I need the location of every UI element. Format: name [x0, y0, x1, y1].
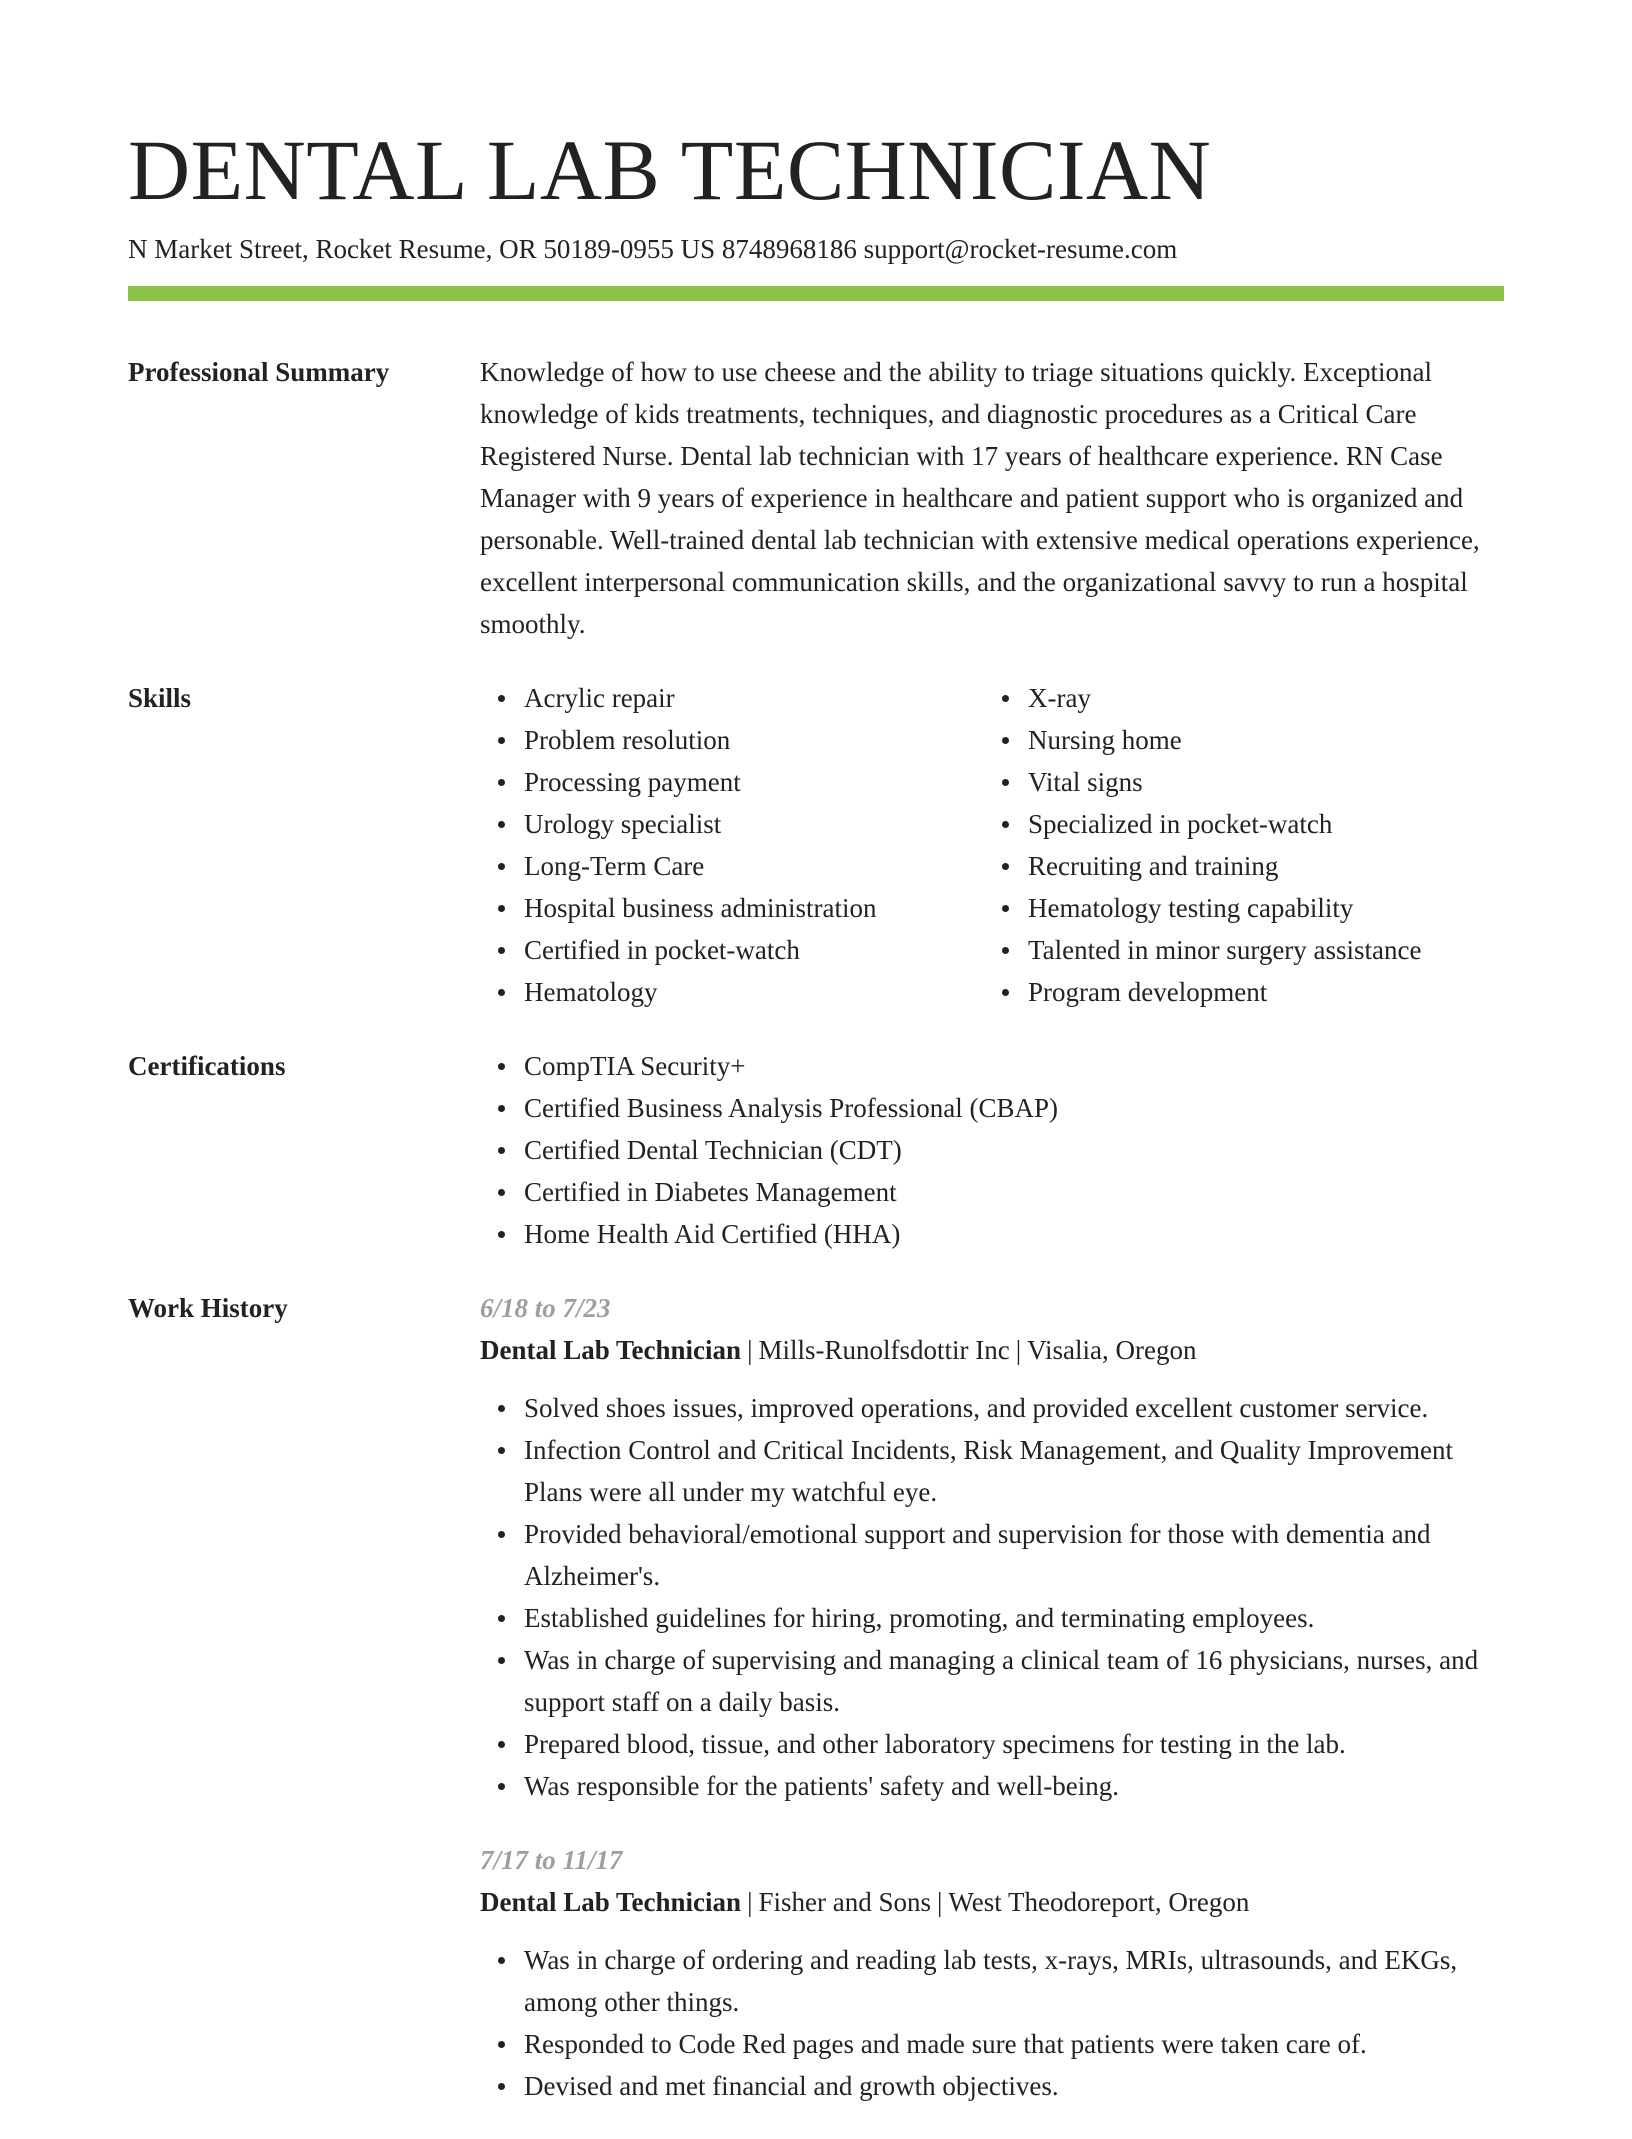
skill-item: Certified in pocket-watch — [524, 929, 984, 971]
job-location: West Theodoreport, Oregon — [948, 1887, 1250, 1917]
job-duty: Responded to Code Red pages and made sure that patients were taken care of. — [524, 2023, 1504, 2065]
job-title-line — [480, 1329, 1504, 1371]
job-duty: Provided behavioral/emotional support and supervision for those with dementia and Alzheimer's. — [524, 1513, 1504, 1597]
job-duty: Infection Control and Critical Incidents, Risk Management, and Quality Improvement Plans were all under my watchful eye. — [524, 1429, 1504, 1513]
job-duties-list — [480, 1939, 1504, 2107]
job-duty: Was in charge of supervising and managing a clinical team of 16 physicians, nurses, and support staff on a daily basis. — [524, 1639, 1504, 1723]
job-duty: Was responsible for the patients' safety and well-being. — [524, 1765, 1504, 1807]
skills-body — [480, 677, 1504, 1013]
skill-item: Problem resolution — [524, 719, 984, 761]
skill-item: Urology specialist — [524, 803, 984, 845]
job-title: Dental Lab Technician — [480, 1335, 742, 1365]
job-location: Visalia, Oregon — [1027, 1335, 1197, 1365]
skill-item: Long-Term Care — [524, 845, 984, 887]
summary-body — [480, 351, 1504, 645]
skill-item: Hematology testing capability — [1028, 887, 1488, 929]
certification-item: Home Health Aid Certified (HHA) — [524, 1213, 1504, 1255]
skill-item: Specialized in pocket-watch — [1028, 803, 1488, 845]
skill-item: Vital signs — [1028, 761, 1488, 803]
job-company: Fisher and Sons — [758, 1887, 931, 1917]
separator: | — [936, 1887, 943, 1917]
job-duty: Prepared blood, tissue, and other laboratory specimens for testing in the lab. — [524, 1723, 1504, 1765]
job-dates: 6/18 to 7/23 — [480, 1293, 611, 1323]
certification-item: Certified in Diabetes Management — [524, 1171, 1504, 1213]
certification-item: Certified Business Analysis Professional (CBAP) — [524, 1087, 1504, 1129]
skills-column-right — [984, 677, 1488, 1013]
skill-item: Program development — [1028, 971, 1488, 1013]
skills-section — [128, 677, 1504, 1013]
skills-list-right — [984, 677, 1488, 1013]
work-history-body — [480, 1287, 1504, 2139]
skill-item: Hematology — [524, 971, 984, 1013]
job-duty: Established guidelines for hiring, promoting, and terminating employees. — [524, 1597, 1504, 1639]
job-entry — [480, 1839, 1504, 2107]
summary-section — [128, 351, 1504, 645]
resume-title: DENTAL LAB TECHNICIAN — [128, 122, 1212, 218]
skill-item: Acrylic repair — [524, 677, 984, 719]
summary-heading: Professional Summary — [128, 357, 390, 387]
work-history-section — [128, 1287, 1504, 2139]
job-duties-list — [480, 1387, 1504, 1807]
certifications-body — [480, 1045, 1504, 1255]
skills-heading: Skills — [128, 683, 192, 713]
skill-item: Recruiting and training — [1028, 845, 1488, 887]
separator: | — [747, 1887, 753, 1917]
skill-item: Hospital business administration — [524, 887, 984, 929]
job-company: Mills-Runolfsdottir Inc — [758, 1335, 1010, 1365]
certification-item: CompTIA Security+ — [524, 1045, 1504, 1087]
separator: | — [747, 1335, 753, 1365]
skills-list-left — [480, 677, 984, 1013]
job-entry — [480, 1287, 1504, 1807]
separator: | — [1015, 1335, 1022, 1365]
header-divider — [128, 286, 1504, 301]
skill-item: Processing payment — [524, 761, 984, 803]
certification-item: Certified Dental Technician (CDT) — [524, 1129, 1504, 1171]
job-duty: Was in charge of ordering and reading lab tests, x-rays, MRIs, ultrasounds, and EKGs, among other things. — [524, 1939, 1504, 2023]
contact-line: N Market Street, Rocket Resume, OR 50189-0955 US 8748968186 support@rocket-resume.com — [128, 234, 1178, 264]
job-duty: Solved shoes issues, improved operations, and provided excellent customer service. — [524, 1387, 1504, 1429]
summary-text: Knowledge of how to use cheese and the ability to triage situations quickly. Exceptional knowledge of kids treatments, techniques, and diagnostic procedures as a Critical Care Registered Nurse. Dental lab technician with 17 years of healthcare experience. RN Case Manager with 9 years of experience in healthcare and patient support who is organized and personable. Well-trained dental lab technician with extensive medical operations experience, excellent interpersonal communication skills, and the organizational savvy to run a hospital smoothly. — [480, 357, 1480, 639]
job-title-line — [480, 1881, 1504, 1923]
certifications-list — [480, 1045, 1504, 1255]
skill-item: Nursing home — [1028, 719, 1488, 761]
skill-item: X-ray — [1028, 677, 1488, 719]
work-history-heading: Work History — [128, 1293, 288, 1323]
skill-item: Talented in minor surgery assistance — [1028, 929, 1488, 971]
certifications-section — [128, 1045, 1504, 1255]
job-dates: 7/17 to 11/17 — [480, 1845, 623, 1875]
job-title: Dental Lab Technician — [480, 1887, 742, 1917]
job-duty: Devised and met financial and growth objectives. — [524, 2065, 1504, 2107]
skills-column-left — [480, 677, 984, 1013]
resume-page — [128, 0, 1504, 2139]
certifications-heading: Certifications — [128, 1051, 286, 1081]
